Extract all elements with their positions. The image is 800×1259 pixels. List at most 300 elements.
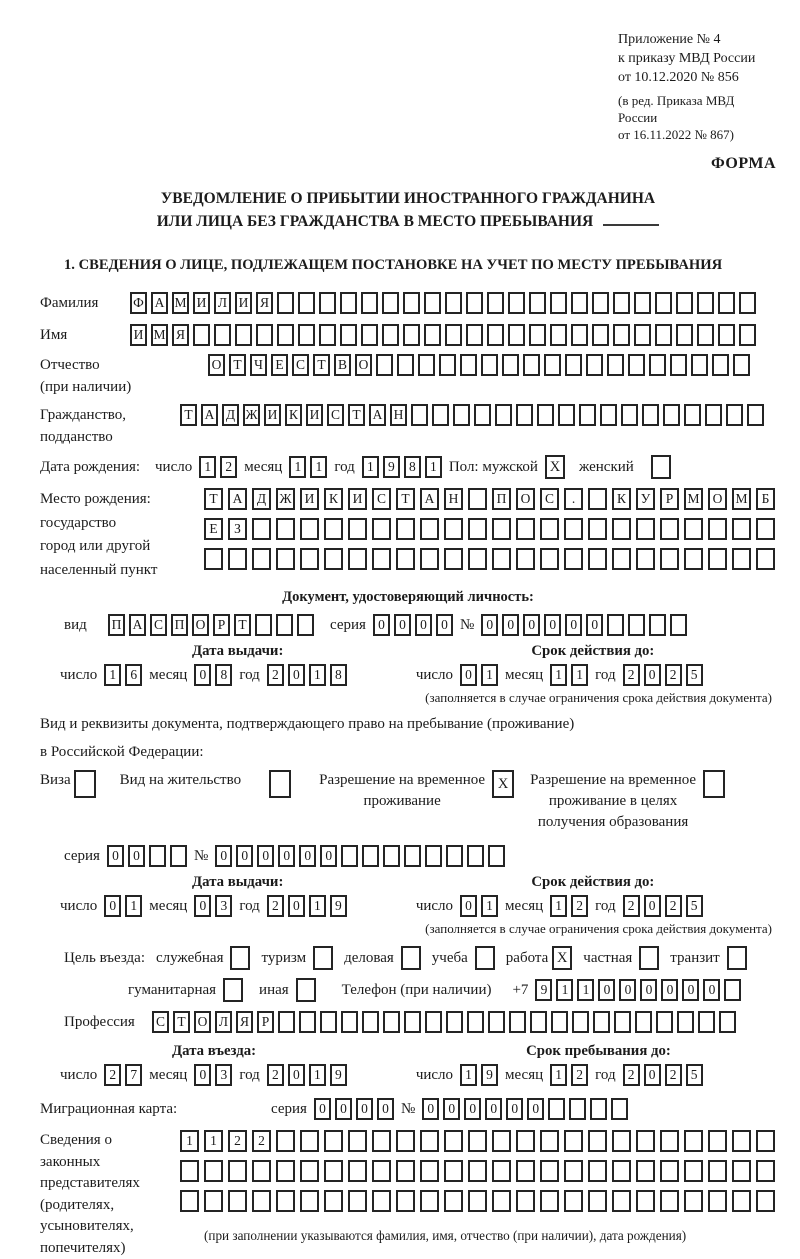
char-cell	[697, 292, 714, 314]
char-cell	[228, 1160, 247, 1182]
representatives-cells-row1	[180, 1130, 775, 1152]
char-cell: 0	[128, 845, 145, 867]
char-cell	[468, 518, 487, 540]
char-cell	[564, 518, 583, 540]
phone-prefix: +7	[512, 982, 528, 999]
char-cell: 1	[199, 456, 216, 478]
char-cell	[516, 1160, 535, 1182]
res-valid-year-cells	[623, 895, 703, 917]
char-cell	[453, 404, 470, 426]
res-issue-year-label: год	[239, 898, 259, 915]
profession-row	[40, 1009, 776, 1035]
char-cell: 0	[335, 1098, 352, 1120]
char-cell	[612, 1190, 631, 1212]
char-cell: 0	[278, 845, 295, 867]
char-cell	[252, 518, 271, 540]
char-cell: 0	[314, 1098, 331, 1120]
section1-title: 1. СВЕДЕНИЯ О ЛИЦЕ, ПОДЛЕЖАЩЕМ ПОСТАНОВКЕ НА УЧЕТ ПО МЕСТУ ПРЕБЫВАНИЯ	[40, 257, 776, 274]
char-cell: 1	[180, 1130, 199, 1152]
char-cell: О	[194, 1011, 211, 1033]
char-cell	[634, 292, 651, 314]
char-cell	[571, 324, 588, 346]
char-cell	[592, 292, 609, 314]
char-cell	[372, 1190, 391, 1212]
option-residence-permit-label-line1: Вид на жительство	[120, 770, 241, 791]
char-cell: 0	[443, 1098, 460, 1120]
visit-purpose-label: Цель въезда:	[40, 950, 145, 967]
form-title	[40, 187, 776, 233]
char-cell: 0	[107, 845, 124, 867]
char-cell	[319, 324, 336, 346]
char-cell	[540, 1160, 559, 1182]
representatives-label-line6: попечителях)	[40, 1238, 180, 1259]
char-cell: 0	[436, 614, 453, 636]
residence-doc-dates-row	[40, 893, 776, 919]
char-cell	[256, 324, 273, 346]
char-cell: 0	[394, 614, 411, 636]
char-cell: 1	[309, 895, 326, 917]
char-cell	[300, 1130, 319, 1152]
char-cell: 0	[320, 845, 337, 867]
citizenship-cells	[180, 404, 764, 426]
residence-doc-number-label: №	[194, 848, 208, 865]
profession-label: Профессия	[40, 1014, 152, 1031]
identity-doc-valid-group	[409, 664, 703, 686]
char-cell	[298, 292, 315, 314]
option-temp-residence-label	[319, 770, 485, 812]
char-cell	[170, 845, 187, 867]
char-cell	[324, 1190, 343, 1212]
char-cell	[540, 548, 559, 570]
representatives-rows	[180, 1130, 775, 1244]
residence-doc-issue-header: Дата выдачи:	[192, 874, 283, 891]
purpose-tourism-label: туризм	[261, 950, 306, 967]
identity-doc-kind-row	[40, 612, 776, 638]
entry-date-group	[40, 1064, 347, 1086]
char-cell	[276, 614, 293, 636]
char-cell: 0	[598, 979, 615, 1001]
residence-doc-intro1: Вид и реквизиты документа, подтверждающего право на пребывание (проживание)	[40, 714, 776, 734]
char-cell: 0	[661, 979, 678, 1001]
char-cell	[636, 518, 655, 540]
char-cell	[372, 1130, 391, 1152]
char-cell: 0	[506, 1098, 523, 1120]
char-cell	[540, 1130, 559, 1152]
option-residence-permit-checkbox	[269, 770, 291, 798]
char-cell	[529, 324, 546, 346]
purpose-business-label: деловая	[344, 950, 394, 967]
option-temp-residence-label-line1: Разрешение на временное	[319, 770, 485, 791]
valid-year-label: год	[595, 667, 615, 684]
char-cell	[397, 354, 414, 376]
char-cell	[300, 1190, 319, 1212]
char-cell: 0	[288, 895, 305, 917]
identity-doc-kind-cells	[108, 614, 314, 636]
char-cell	[277, 324, 294, 346]
identity-doc-header: Документ, удостоверяющий личность:	[40, 589, 776, 606]
char-cell	[320, 1011, 337, 1033]
char-cell	[255, 614, 272, 636]
res-valid-month-cells	[550, 895, 588, 917]
char-cell	[708, 1190, 727, 1212]
char-cell	[529, 292, 546, 314]
char-cell	[663, 404, 680, 426]
char-cell	[324, 548, 343, 570]
char-cell	[300, 1160, 319, 1182]
birth-place-block	[40, 488, 776, 582]
char-cell	[228, 1190, 247, 1212]
form-title-line1: УВЕДОМЛЕНИЕ О ПРИБЫТИИ ИНОСТРАННОГО ГРАЖДАНИНА	[40, 187, 776, 210]
char-cell	[193, 324, 210, 346]
valid-month-cells	[550, 664, 588, 686]
birth-month-cells	[289, 456, 327, 478]
option-visa-checkbox	[74, 770, 96, 798]
char-cell	[403, 292, 420, 314]
char-cell: К	[285, 404, 302, 426]
char-cell: 0	[464, 1098, 481, 1120]
identity-doc-issue-group	[40, 664, 347, 686]
res-issue-month-label: месяц	[149, 898, 187, 915]
char-cell	[564, 1130, 583, 1152]
entry-dates-row	[40, 1062, 776, 1088]
char-cell	[324, 518, 343, 540]
purpose-humanitarian-label: гуманитарная	[128, 982, 216, 999]
char-cell	[551, 1011, 568, 1033]
res-issue-day-cells	[104, 895, 142, 917]
char-cell	[756, 518, 775, 540]
char-cell: П	[108, 614, 125, 636]
citizenship-row	[40, 404, 776, 448]
char-cell	[468, 1130, 487, 1152]
purpose-other-label: иная	[259, 982, 289, 999]
char-cell	[372, 548, 391, 570]
char-cell	[444, 1130, 463, 1152]
char-cell	[425, 845, 442, 867]
sex-female-label: женский	[579, 459, 634, 476]
char-cell	[432, 404, 449, 426]
char-cell	[466, 292, 483, 314]
citizenship-label-line2: подданство	[40, 426, 180, 448]
char-cell	[361, 292, 378, 314]
char-cell	[636, 1130, 655, 1152]
char-cell	[572, 1011, 589, 1033]
char-cell	[204, 1160, 223, 1182]
char-cell	[299, 1011, 316, 1033]
char-cell: Р	[257, 1011, 274, 1033]
char-cell	[396, 548, 415, 570]
char-cell	[611, 1098, 628, 1120]
char-cell: С	[372, 488, 391, 510]
residence-doc-validity-note: (заполняется в случае ограничения срока действия документа)	[40, 921, 776, 937]
char-cell	[592, 324, 609, 346]
char-cell	[467, 845, 484, 867]
char-cell	[739, 324, 756, 346]
purpose-study-checkbox	[475, 946, 495, 970]
char-cell: 6	[125, 664, 142, 686]
char-cell: 0	[194, 664, 211, 686]
char-cell: 9	[383, 456, 400, 478]
birth-place-cells-row2	[204, 518, 775, 540]
char-cell: 0	[356, 1098, 373, 1120]
char-cell	[613, 324, 630, 346]
char-cell: 1	[104, 664, 121, 686]
char-cell	[446, 845, 463, 867]
char-cell	[564, 1190, 583, 1212]
char-cell	[588, 1130, 607, 1152]
char-cell	[676, 292, 693, 314]
birth-year-cells	[362, 456, 442, 478]
res-issue-day-label: число	[40, 898, 97, 915]
char-cell	[756, 1160, 775, 1182]
char-cell: 0	[377, 1098, 394, 1120]
form-title-line2	[40, 210, 776, 233]
residence-doc-issue-group	[40, 895, 347, 917]
char-cell	[523, 354, 540, 376]
identity-doc-date-headers	[40, 643, 776, 660]
purpose-other	[259, 978, 316, 1002]
char-cell	[540, 518, 559, 540]
char-cell	[444, 1190, 463, 1212]
char-cell	[348, 1160, 367, 1182]
phone-cells	[535, 979, 741, 1001]
char-cell	[468, 1160, 487, 1182]
char-cell: 9	[330, 1064, 347, 1086]
char-cell	[718, 292, 735, 314]
char-cell: 0	[422, 1098, 439, 1120]
migration-card-number-label: №	[401, 1101, 415, 1118]
char-cell: 5	[686, 664, 703, 686]
visit-purpose-row	[40, 945, 776, 971]
char-cell	[468, 488, 487, 510]
char-cell	[404, 845, 421, 867]
char-cell: 2	[267, 664, 284, 686]
res-issue-month-cells	[194, 895, 232, 917]
char-cell	[445, 324, 462, 346]
char-cell	[718, 324, 735, 346]
char-cell	[708, 1130, 727, 1152]
char-cell	[612, 518, 631, 540]
phone-label: Телефон (при наличии)	[342, 982, 492, 999]
char-cell: В	[334, 354, 351, 376]
char-cell: И	[130, 324, 147, 346]
char-cell	[564, 1160, 583, 1182]
char-cell: 2	[104, 1064, 121, 1086]
char-cell: А	[420, 488, 439, 510]
char-cell: 5	[686, 1064, 703, 1086]
representatives-label-line5: усыновителях,	[40, 1216, 180, 1238]
residence-doc-options	[40, 770, 776, 833]
surname-label: Фамилия	[40, 295, 130, 312]
char-cell	[697, 324, 714, 346]
char-cell: М	[151, 324, 168, 346]
identity-doc-validity-note: (заполняется в случае ограничения срока действия документа)	[40, 690, 776, 706]
char-cell	[446, 1011, 463, 1033]
char-cell	[340, 324, 357, 346]
form-label: ФОРМА	[40, 155, 776, 173]
char-cell: А	[201, 404, 218, 426]
res-valid-year-label: год	[595, 898, 615, 915]
representatives-labels	[40, 1130, 180, 1259]
char-cell	[565, 354, 582, 376]
char-cell: 0	[682, 979, 699, 1001]
char-cell	[670, 614, 687, 636]
representatives-note: (при заполнении указываются фамилия, имя, отчество (при наличии), дата рождения)	[204, 1228, 775, 1244]
char-cell	[537, 404, 554, 426]
char-cell	[732, 518, 751, 540]
char-cell: Ф	[130, 292, 147, 314]
char-cell	[588, 1190, 607, 1212]
surname-cells	[130, 292, 756, 314]
char-cell	[411, 404, 428, 426]
char-cell: П	[492, 488, 511, 510]
char-cell	[607, 614, 624, 636]
char-cell	[278, 1011, 295, 1033]
birth-place-rows	[204, 488, 775, 570]
annex-line-3: от 10.12.2020 № 856	[618, 68, 776, 87]
option-temp-residence-education	[530, 770, 725, 833]
char-cell	[732, 1190, 751, 1212]
identity-doc-dates-row	[40, 662, 776, 688]
char-cell	[691, 354, 708, 376]
given-name-row	[40, 322, 776, 348]
res-valid-month-label: месяц	[505, 898, 543, 915]
char-cell	[277, 292, 294, 314]
char-cell: 1	[571, 664, 588, 686]
birth-place-cells-row3	[204, 548, 775, 570]
char-cell: И	[264, 404, 281, 426]
char-cell	[558, 404, 575, 426]
char-cell	[300, 548, 319, 570]
purpose-private-label: частная	[583, 950, 632, 967]
birth-year-label: год	[334, 459, 354, 476]
char-cell: 0	[299, 845, 316, 867]
char-cell	[719, 1011, 736, 1033]
char-cell: 0	[236, 845, 253, 867]
char-cell	[649, 614, 666, 636]
char-cell	[444, 518, 463, 540]
char-cell: М	[732, 488, 751, 510]
purpose-study-label: учеба	[432, 950, 468, 967]
char-cell: 0	[288, 1064, 305, 1086]
identity-doc-issue-header: Дата выдачи:	[192, 643, 283, 660]
char-cell: 0	[194, 1064, 211, 1086]
char-cell	[642, 404, 659, 426]
residence-doc-seriya-cells	[107, 845, 187, 867]
char-cell: М	[684, 488, 703, 510]
char-cell	[324, 1160, 343, 1182]
identity-doc-kind-label: вид	[40, 617, 108, 634]
issue-year-cells	[267, 664, 347, 686]
migration-card-row	[40, 1096, 776, 1122]
option-visa	[40, 770, 96, 798]
char-cell: 0	[619, 979, 636, 1001]
purpose-business	[344, 946, 421, 970]
char-cell: К	[324, 488, 343, 510]
char-cell	[420, 518, 439, 540]
char-cell	[516, 404, 533, 426]
valid-month-label: месяц	[505, 667, 543, 684]
migration-card-number-cells	[422, 1098, 628, 1120]
char-cell: М	[172, 292, 189, 314]
char-cell	[252, 1160, 271, 1182]
char-cell	[733, 354, 750, 376]
char-cell: 1	[550, 1064, 567, 1086]
purpose-transit-checkbox	[727, 946, 747, 970]
char-cell: 0	[527, 1098, 544, 1120]
char-cell: Т	[229, 354, 246, 376]
char-cell: 2	[252, 1130, 271, 1152]
char-cell: 0	[104, 895, 121, 917]
representatives-label-line3: представителях	[40, 1173, 180, 1195]
char-cell	[550, 292, 567, 314]
char-cell	[588, 518, 607, 540]
identity-doc-seriya-label: серия	[330, 617, 366, 634]
char-cell	[348, 1190, 367, 1212]
char-cell: О	[516, 488, 535, 510]
char-cell: 0	[565, 614, 582, 636]
valid-year-cells	[623, 664, 703, 686]
option-temp-residence-label-line2: проживание	[319, 791, 485, 812]
char-cell	[564, 548, 583, 570]
given-name-label: Имя	[40, 327, 130, 344]
char-cell	[607, 354, 624, 376]
char-cell: Л	[215, 1011, 232, 1033]
res-valid-day-label: число	[416, 898, 453, 915]
char-cell	[276, 518, 295, 540]
birth-month-label: месяц	[244, 459, 282, 476]
citizenship-label	[40, 404, 180, 448]
char-cell	[424, 324, 441, 346]
char-cell	[460, 354, 477, 376]
char-cell	[149, 845, 166, 867]
birth-place-label-line3: город или другой	[40, 535, 204, 559]
char-cell	[420, 1160, 439, 1182]
char-cell	[488, 1011, 505, 1033]
char-cell: О	[208, 354, 225, 376]
char-cell	[300, 518, 319, 540]
char-cell	[724, 979, 741, 1001]
char-cell: 8	[330, 664, 347, 686]
option-visa-label	[40, 770, 71, 791]
char-cell	[635, 1011, 652, 1033]
char-cell	[656, 1011, 673, 1033]
char-cell: 0	[460, 895, 477, 917]
char-cell	[362, 1011, 379, 1033]
residence-doc-date-headers	[40, 874, 776, 891]
char-cell	[252, 548, 271, 570]
char-cell	[276, 1130, 295, 1152]
char-cell: 1	[556, 979, 573, 1001]
char-cell	[612, 1160, 631, 1182]
char-cell: 0	[544, 614, 561, 636]
char-cell	[487, 324, 504, 346]
char-cell: 7	[125, 1064, 142, 1086]
char-cell: 0	[460, 664, 477, 686]
issue-month-label: месяц	[149, 667, 187, 684]
char-cell	[298, 324, 315, 346]
char-cell: 0	[485, 1098, 502, 1120]
char-cell: 1	[425, 456, 442, 478]
char-cell: А	[228, 488, 247, 510]
entry-year-cells	[267, 1064, 347, 1086]
char-cell	[684, 548, 703, 570]
residence-doc-intro2: в Российской Федерации:	[40, 742, 776, 762]
residence-doc-seriya-row	[40, 843, 776, 869]
stay-month-cells	[550, 1064, 588, 1086]
purpose-other-checkbox	[296, 978, 316, 1002]
annex-block	[618, 30, 776, 143]
char-cell	[732, 548, 751, 570]
